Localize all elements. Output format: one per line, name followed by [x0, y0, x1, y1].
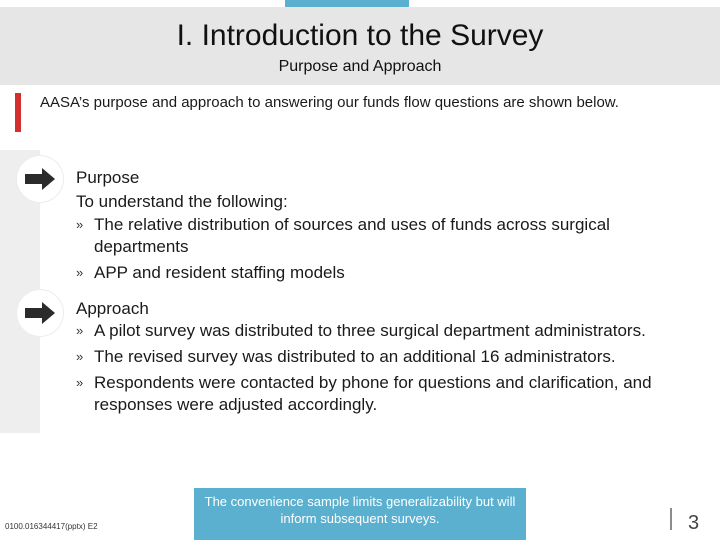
list-item [76, 320, 696, 342]
footer-note: The convenience sample limits generalizability but will inform subsequent surveys. [194, 488, 526, 540]
bullet-text: A pilot survey was distributed to three surgical department administrators. [94, 321, 646, 340]
approach-section [76, 298, 696, 420]
bullet-text: The revised survey was distributed to an additional 16 administrators. [94, 347, 616, 366]
page-title: I. Introduction to the Survey [176, 19, 544, 52]
list-item [76, 372, 696, 416]
right-arrow-icon [25, 168, 55, 190]
bullet-marker: » [76, 323, 84, 338]
purpose-marker [17, 156, 63, 202]
top-accent-bar [285, 0, 409, 7]
bullet-marker: » [76, 265, 84, 280]
page-number-divider [670, 508, 672, 530]
bullet-marker: » [76, 349, 84, 364]
document-code: 0100.016344417(pptx) E2 [5, 522, 98, 531]
list-item [76, 346, 696, 368]
page-subtitle: Purpose and Approach [278, 58, 442, 75]
approach-heading: Approach [76, 299, 149, 318]
page-number: 3 [688, 512, 700, 534]
list-item [76, 214, 696, 258]
purpose-bullets [76, 214, 696, 284]
bullet-text: APP and resident staffing models [94, 263, 345, 282]
intro-accent-bar [15, 93, 21, 132]
bullet-marker: » [76, 375, 84, 390]
approach-marker [17, 290, 63, 336]
right-arrow-icon [25, 302, 55, 324]
approach-bullets [76, 320, 696, 416]
purpose-section [76, 167, 696, 288]
bullet-marker: » [76, 217, 84, 232]
bullet-text: The relative distribution of sources and uses of funds across surgical departments [94, 215, 610, 256]
intro-text: AASA’s purpose and approach to answering our funds flow questions are shown below. [40, 94, 619, 111]
bullet-text: Respondents were contacted by phone for questions and clarification, and responses were adjusted accordingly. [94, 373, 652, 414]
slide-header [0, 7, 720, 85]
purpose-heading: Purpose [76, 168, 140, 187]
purpose-lead: To understand the following: [76, 192, 288, 211]
list-item [76, 262, 696, 284]
